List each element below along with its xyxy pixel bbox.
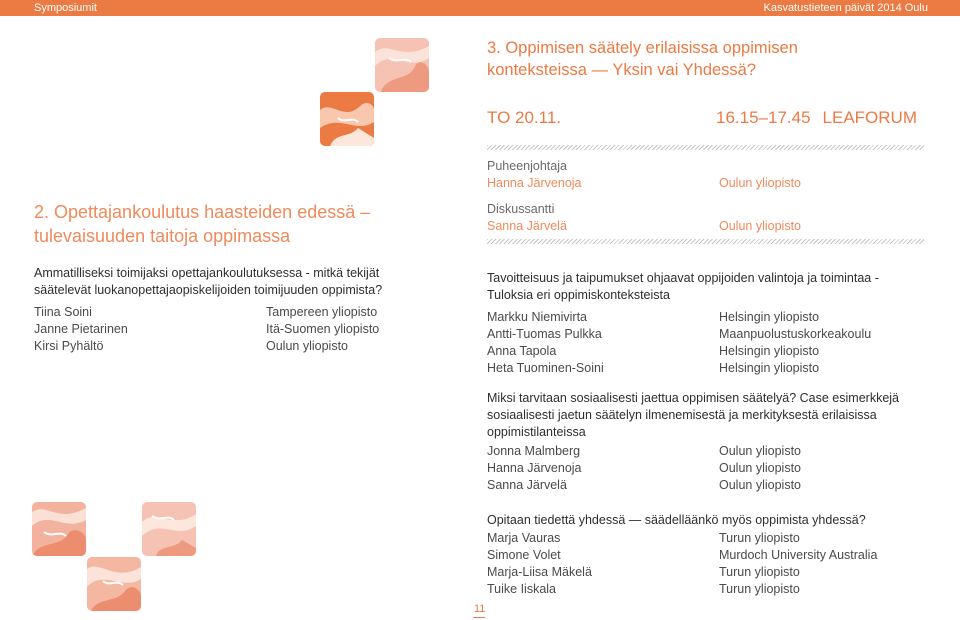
person-affiliation: Itä-Suomen yliopisto — [266, 322, 380, 336]
talk-title: Tavoitteisuus ja taipumukset ohjaavat oppijoiden valintoja ja toimintaa - Tuloksia eri oppimiskonteksteista — [487, 271, 879, 302]
author-name: Marja Vauras — [487, 531, 561, 545]
author-affiliation: Helsingin yliopisto — [719, 361, 820, 375]
header-left-text: Symposiumit — [34, 2, 97, 14]
author-affiliation: Oulun yliopisto — [719, 461, 801, 475]
section-2-people — [34, 304, 379, 355]
author-affiliation: Turun yliopisto — [719, 582, 800, 596]
discussant-label: Diskussantti — [487, 202, 555, 216]
author-row — [487, 343, 927, 360]
chair-name: Hanna Järvenoja — [487, 176, 582, 190]
author-row — [487, 460, 927, 477]
session-date-line — [487, 108, 917, 130]
person-affiliation: Oulun yliopisto — [266, 339, 348, 353]
author-name: Marja-Liisa Mäkelä — [487, 565, 592, 579]
person-name: Janne Pietarinen — [34, 322, 128, 336]
author-name: Sanna Järvelä — [487, 478, 567, 492]
person-row — [34, 304, 379, 321]
chair-affiliation: Oulun yliopisto — [719, 176, 801, 190]
header-bar — [0, 0, 960, 16]
discussant-affiliation: Oulun yliopisto — [719, 219, 801, 233]
marble-tile-light — [32, 502, 86, 556]
author-affiliation: Helsingin yliopisto — [719, 310, 820, 324]
talk-block — [487, 512, 927, 598]
author-row — [487, 360, 927, 377]
section-3-title: 3. Oppimisen säätely erilaisissa oppimisen konteksteissa — Yksin vai Yhdessä? — [487, 39, 798, 79]
talk-title: Miksi tarvitaan sosiaalisesti jaettua oppimisen säätelyä? Case esimerkkejä sosiaalisesti jaetun säätelyn ilmenemisestä ja merkityksestä erilaisissa oppimistilanteissa — [487, 391, 899, 439]
author-row — [487, 309, 927, 326]
author-name: Markku Niemivirta — [487, 310, 588, 324]
chair-block — [487, 158, 927, 192]
chair-label: Puheenjohtaja — [487, 159, 567, 173]
person-name: Kirsi Pyhältö — [34, 339, 104, 353]
author-row — [487, 477, 927, 494]
header-right-text: Kasvatustieteen päivät 2014 Oulu — [763, 2, 928, 14]
author-affiliation: Murdoch University Australia — [719, 548, 878, 562]
author-affiliation: Oulun yliopisto — [719, 478, 801, 492]
author-affiliation: Helsingin yliopisto — [719, 344, 820, 358]
marble-tile-light — [142, 502, 196, 556]
talk-block — [487, 270, 927, 377]
author-name: Tuike Iiskala — [487, 582, 557, 596]
author-affiliation: Turun yliopisto — [719, 565, 800, 579]
session-time: 16.15–17.45 — [716, 108, 811, 127]
hatch-divider — [487, 239, 924, 244]
discussant-name: Sanna Järvelä — [487, 219, 567, 233]
session-date: TO 20.11. — [487, 108, 562, 127]
section-2-subtitle: Ammatilliseksi toimijaksi opettajankoulutuksessa - mitkä tekijät säätelevät luokanopettajaopiskelijoiden toimijuuden oppimista? — [34, 266, 383, 297]
marble-tile-light — [375, 38, 429, 92]
author-row — [487, 564, 927, 581]
session-venue: LEAFORUM — [822, 108, 917, 127]
author-row — [487, 547, 927, 564]
author-name: Anna Tapola — [487, 344, 557, 358]
author-row — [487, 530, 927, 547]
page-number-underline — [473, 617, 485, 618]
author-name: Heta Tuominen-Soini — [487, 361, 604, 375]
talk-title: Opitaan tiedettä yhdessä — säädelläänkö myös oppimista yhdessä? — [487, 513, 866, 527]
author-row — [487, 443, 927, 460]
author-name: Antti-Tuomas Pulkka — [487, 327, 602, 341]
author-name: Hanna Järvenoja — [487, 461, 582, 475]
talk-block — [487, 390, 927, 494]
person-row — [34, 321, 379, 338]
discussant-block — [487, 201, 927, 235]
author-name: Jonna Malmberg — [487, 444, 581, 458]
marble-tile-dark — [320, 92, 374, 146]
hatch-divider — [487, 145, 924, 150]
author-row — [487, 326, 927, 343]
person-row — [34, 338, 379, 355]
author-affiliation: Maanpuolustuskorkeakoulu — [719, 327, 872, 341]
author-affiliation: Turun yliopisto — [719, 531, 800, 545]
author-row — [487, 581, 927, 598]
marble-tile-light — [87, 557, 141, 611]
author-affiliation: Oulun yliopisto — [719, 444, 801, 458]
person-name: Tiina Soini — [34, 305, 92, 319]
section-2-title: 2. Opettajankoulutus haasteiden edessä – tulevaisuuden taitoja oppimassa — [34, 202, 371, 246]
person-affiliation: Tampereen yliopisto — [266, 305, 378, 319]
author-name: Simone Volet — [487, 548, 561, 562]
page-number: 11 — [474, 603, 486, 615]
